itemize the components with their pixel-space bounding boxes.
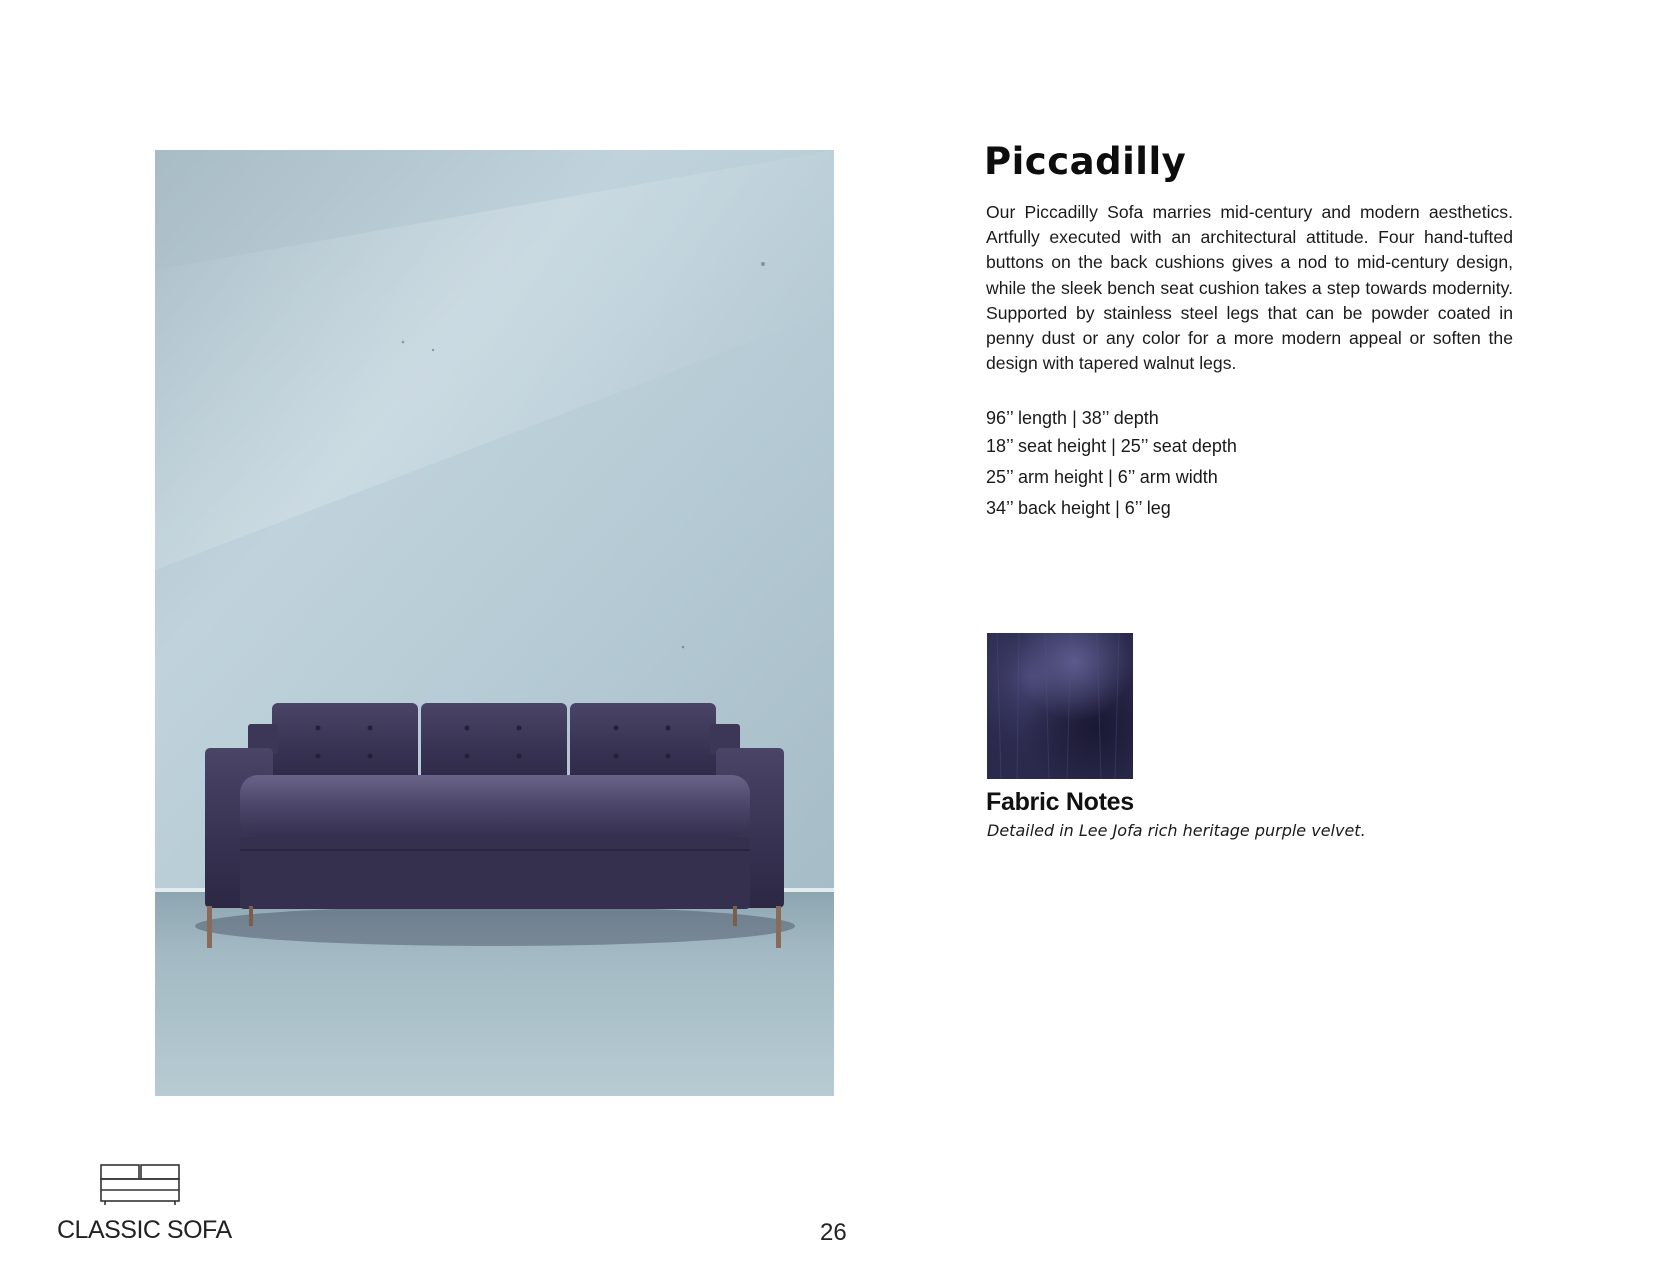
- velvet-texture: [987, 633, 1133, 779]
- category-label: CLASSIC SOFA: [57, 1216, 232, 1244]
- page-number: 26: [820, 1219, 847, 1246]
- fabric-swatch: [987, 633, 1133, 779]
- product-photo: [155, 150, 834, 1096]
- sofa-photo-illustration: [155, 150, 834, 1096]
- fabric-notes-heading: Fabric Notes: [986, 788, 1134, 816]
- sofa-outline-icon: [100, 1164, 180, 1206]
- dimension-line: 25’’ arm height | 6’’ arm width: [986, 467, 1218, 487]
- dimension-line: 96’’ length | 38’’ depth: [986, 408, 1159, 428]
- product-description: Our Piccadilly Sofa marries mid-century and modern aesthetics. Artfully executed with an architectural attitude. Four hand-tufted buttons on the back cushions gives a nod to mid-century design, while the sleek bench seat cushion takes a step towards modernity. Supported by stainless steel legs that can be powder coated in penny dust or any color for a more modern appeal or soften the design with tapered walnut legs.: [986, 202, 1513, 374]
- dimension-line: 18’’ seat height | 25’’ seat depth: [986, 436, 1237, 456]
- dimension-line: 34’’ back height | 6’’ leg: [986, 498, 1171, 518]
- sofa-outline-icon-graphic: [100, 1164, 180, 1206]
- fabric-notes-text: Detailed in Lee Jofa rich heritage purple velvet.: [987, 821, 1366, 840]
- product-title: Piccadilly: [984, 140, 1187, 183]
